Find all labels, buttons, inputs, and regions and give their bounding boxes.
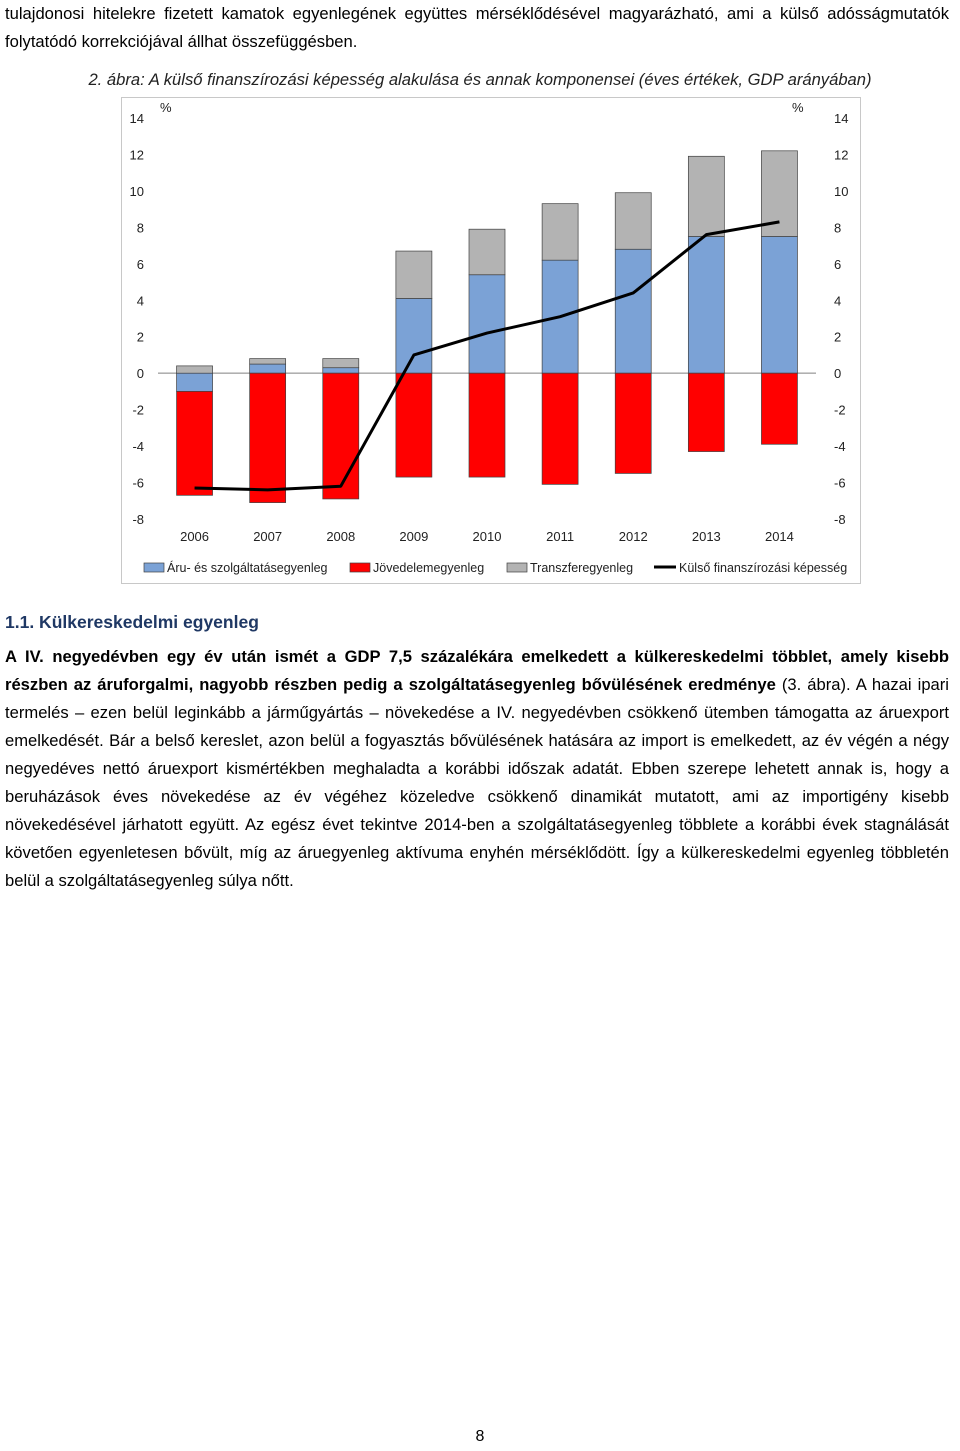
legend-label-2: Transzferegyenleg (530, 561, 634, 575)
bar-1-2007 (250, 373, 286, 502)
y-tick-right-5: 4 (834, 293, 842, 309)
x-tick-2011: 2011 (546, 529, 575, 544)
bar-2-2006 (177, 366, 213, 373)
bar-0-2013 (688, 236, 724, 373)
x-tick-2013: 2013 (691, 529, 721, 544)
y-tick-left-3: 8 (136, 220, 144, 236)
body-bold-text: A IV. negyedévben egy év után ismét a GDP 7,5 százalékára emelkedett a külkereskedelmi többlet, amely kisebb részben az áruforgalmi, nagyobb részben pedig a szolgáltatásegyenleg bővülésének eredménye (5, 647, 949, 694)
section-heading: 1.1. Külkereskedelmi egyenleg (5, 612, 259, 632)
y-tick-right-11: -8 (834, 512, 846, 527)
legend-label-1: Jövedelemegyenleg (373, 561, 485, 575)
y-axis-label-left: % (160, 100, 172, 115)
x-tick-2012: 2012 (618, 529, 648, 544)
x-tick-2010: 2010 (472, 529, 502, 544)
y-tick-right-4: 6 (834, 256, 842, 272)
y-tick-left-8: -2 (132, 402, 144, 418)
chart-container (121, 97, 861, 584)
y-tick-right-9: -4 (834, 439, 846, 455)
legend-label-3: Külső finanszírozási képesség (679, 561, 848, 575)
financing-capacity-chart (122, 98, 862, 585)
body-text: (3. ábra). A hazai ipari termelés – ezen belül leginkább a járműgyártás – növekedése a IV. negyedévben csökkenő ütemben támogatta az áruexport emelkedését. Bár a belső kereslet, azon belül a fogyasztás bővülésének hatására az import is emelkedett, az év végén a négy negyedéves nettó áruexport kismértékben meghaladta a korábbi időszak adatát. Ebben szerepe lehetett annak is, hogy a beruházások éves növekedése az év végéhez közeledve csökkenő dinamikát mutatott, ami az importigény kisebb növekedésével járhatott együtt. Az egész évet tekintve 2014-ben a szolgáltatásegyenleg többlete a korábbi évek stagnálását követően egyenletesen bővült, míg az áruegyenleg aktívuma enyhén mérséklődött. Így a külkereskedelmi egyenleg többletén belül a szolgáltatásegyenleg súlya nőtt. (5, 675, 949, 890)
bar-1-2010 (469, 373, 505, 477)
legend-label-0: Áru- és szolgáltatásegyenleg (167, 561, 328, 575)
bar-1-2006 (177, 391, 213, 495)
y-tick-left-9: -4 (132, 439, 144, 455)
bar-1-2008 (323, 373, 359, 499)
y-axis-label-right: % (792, 100, 804, 115)
bar-2-2009 (396, 251, 432, 298)
bar-2-2007 (250, 359, 286, 364)
bar-2-2013 (688, 156, 724, 236)
y-tick-left-4: 6 (136, 256, 144, 272)
y-tick-right-8: -2 (834, 402, 846, 418)
y-tick-left-1: 12 (129, 147, 144, 163)
bar-1-2014 (761, 373, 797, 444)
bar-2-2011 (542, 204, 578, 261)
y-tick-right-10: -6 (834, 475, 846, 491)
y-tick-right-2: 10 (834, 183, 849, 199)
x-tick-2008: 2008 (326, 529, 356, 544)
bar-0-2012 (615, 249, 651, 373)
bar-2-2010 (469, 229, 505, 275)
x-tick-2014: 2014 (764, 529, 794, 544)
y-tick-left-6: 2 (136, 329, 144, 345)
bar-0-2014 (761, 236, 797, 373)
bar-1-2012 (615, 373, 651, 473)
y-tick-left-0: 14 (129, 111, 144, 126)
legend-swatch-2 (507, 563, 527, 572)
bar-0-2007 (250, 364, 286, 373)
legend-swatch-0 (144, 563, 164, 572)
y-tick-right-0: 14 (834, 111, 849, 126)
intro-paragraph: tulajdonosi hitelekre fizetett kamatok egyenlegének együttes mérséklődésével magyarázható, ami a külső adósságmutatók folytatódó korrekciójával állhat összefüggésben. (5, 4, 949, 51)
y-tick-right-1: 12 (834, 147, 849, 163)
y-tick-right-7: 0 (834, 366, 842, 382)
bar-1-2011 (542, 373, 578, 484)
bar-0-2006 (177, 373, 213, 391)
y-tick-left-11: -8 (132, 512, 144, 527)
bar-0-2008 (323, 368, 359, 373)
y-tick-left-7: 0 (136, 366, 144, 382)
x-tick-2007: 2007 (253, 529, 283, 544)
x-tick-2006: 2006 (180, 529, 210, 544)
bar-0-2009 (396, 298, 432, 373)
page-number: 8 (475, 1428, 485, 1445)
y-tick-left-5: 4 (136, 293, 144, 309)
y-tick-right-3: 8 (834, 220, 842, 236)
x-tick-2009: 2009 (399, 529, 429, 544)
y-tick-left-10: -6 (132, 475, 144, 491)
bar-1-2013 (688, 373, 724, 451)
bar-0-2010 (469, 275, 505, 373)
y-tick-right-6: 2 (834, 329, 842, 345)
figure-caption: 2. ábra: A külső finanszírozási képesség alakulása és annak komponensei (éves értékek, GDP arányában) (88, 70, 872, 89)
bar-2-2012 (615, 193, 651, 250)
bar-2-2008 (323, 359, 359, 368)
body-paragraph (5, 643, 949, 895)
bar-1-2009 (396, 373, 432, 477)
legend-swatch-1 (350, 563, 370, 572)
y-tick-left-2: 10 (129, 183, 144, 199)
